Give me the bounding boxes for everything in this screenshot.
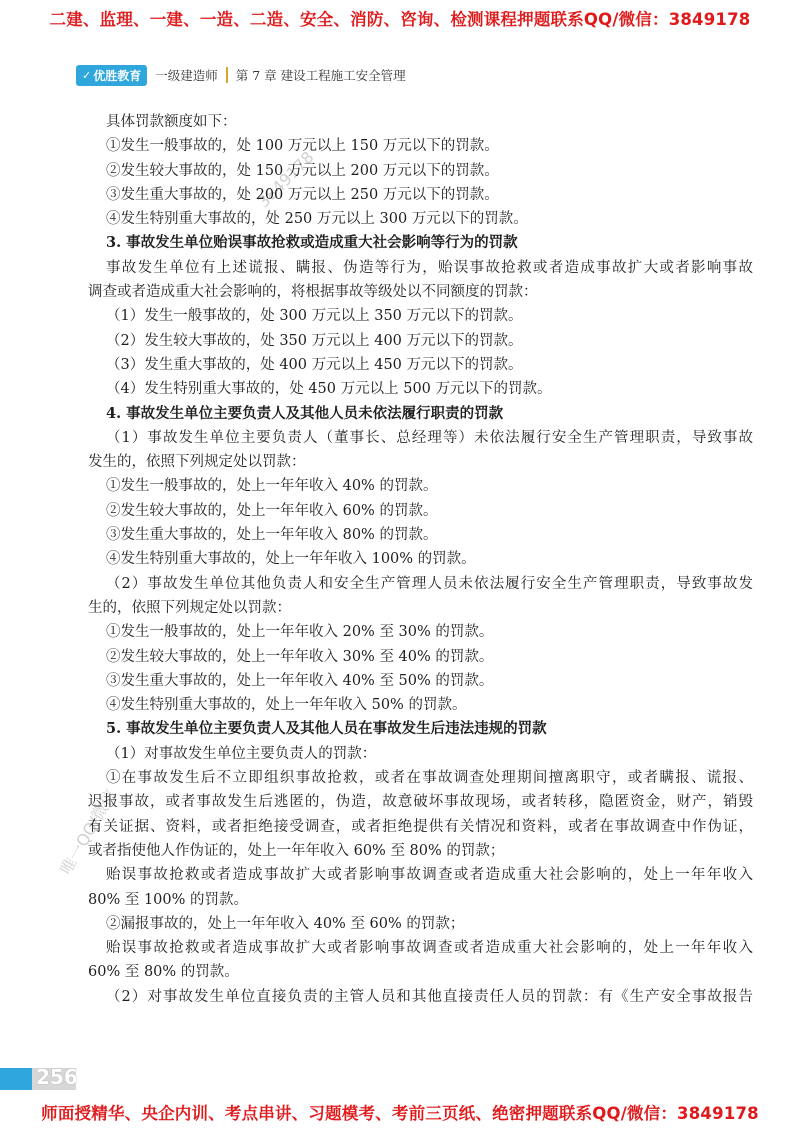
text-line: ③发生重大事故的，处上一年年收入 80% 的罚款。 — [106, 527, 438, 544]
promo-banner-bottom: 师面授精华、央企内训、考点串讲、习题模考、考前三页纸、绝密押题联系QQ/微信：3849178 — [41, 1104, 759, 1123]
text-line: 有关证据、资料，或者拒绝接受调查，或者拒绝提供有关情况和资料，或者在事故调查中作伪证， — [88, 818, 753, 835]
text-line: ③发生重大事故的，处 200 万元以上 250 万元以下的罚款。 — [106, 186, 499, 203]
section-heading: 5. 事故发生单位主要负责人及其他人员在事故发生后违法违规的罚款 — [106, 720, 547, 738]
text-line: 具体罚款额度如下： — [106, 114, 237, 130]
text-line: （4）发生特别重大事故的，处 450 万元以上 500 万元以下的罚款。 — [106, 381, 552, 398]
text-line: 发生的，依照下列规定处以罚款： — [88, 454, 306, 471]
text-line: ①在事故发生后不立即组织事故抢救，或者在事故调查处理期间擅离职守，或者瞒报、谎报、 — [106, 770, 753, 787]
text-line: （2）对事故发生单位直接负责的主管人员和其他直接责任人员的罚款：有《生产安全事故报告 — [106, 988, 753, 1005]
chapter-title: 第 7 章 建设工程施工安全管理 — [235, 68, 406, 83]
body-text — [88, 110, 753, 1009]
text-line: ②发生较大事故的，处上一年年收入 60% 的罚款。 — [106, 502, 438, 519]
text-line: （2）发生较大事故的，处 350 万元以上 400 万元以下的罚款。 — [106, 332, 523, 349]
section-heading: 3. 事故发生单位贻误事故抢救或造成重大社会影响等行为的罚款 — [106, 234, 518, 252]
text-line: （3）发生重大事故的，处 400 万元以上 450 万元以下的罚款。 — [106, 356, 523, 373]
text-line: ④发生特别重大事故的，处 250 万元以上 300 万元以下的罚款。 — [106, 211, 528, 228]
logo-text: 优胜教育 — [93, 68, 142, 83]
text-line: ①发生一般事故的，处上一年年收入 40% 的罚款。 — [106, 478, 438, 495]
text-line: 贻误事故抢救或者造成事故扩大或者影响事故调查或者造成重大社会影响的，处上一年年收入 — [106, 940, 753, 957]
text-line: ②发生较大事故的，处上一年年收入 30% 至 40% 的罚款。 — [106, 648, 494, 665]
text-line: ③发生重大事故的，处上一年年收入 40% 至 50% 的罚款。 — [106, 672, 494, 689]
watermark-left: 唯一QQ/微信 — [56, 786, 121, 878]
text-line: 调查或者造成重大社会影响的，将根据事故等级处以不同额度的罚款： — [88, 284, 538, 301]
logo-mark-icon: ✓ — [82, 68, 92, 82]
text-line: 事故发生单位有上述谎报、瞒报、伪造等行为，贻误事故抢救或者造成事故扩大或者影响事故 — [106, 259, 753, 276]
header-divider — [226, 67, 228, 83]
text-line: 生的，依照下列规定处以罚款： — [88, 599, 291, 616]
text-line: ①发生一般事故的，处上一年年收入 20% 至 30% 的罚款。 — [106, 624, 494, 641]
promo-banner-top: 二建、监理、一建、一造、二造、安全、消防、咨询、检测课程押题联系QQ/微信：3849178 — [49, 10, 751, 29]
text-line: 80% 至 100% 的罚款。 — [88, 891, 249, 908]
text-line: ①发生一般事故的，处 100 万元以上 150 万元以下的罚款。 — [106, 138, 499, 155]
text-line: 或者指使他人作伪证的，处上一年年收入 60% 至 80% 的罚款； — [88, 842, 505, 859]
text-line: 贻误事故抢救或者造成事故扩大或者影响事故调查或者造成重大社会影响的，处上一年年收入 — [106, 867, 753, 884]
book-series: 一级建造师 — [155, 68, 218, 83]
page-header — [76, 64, 406, 86]
text-line: （1）事故发生单位主要负责人（董事长、总经理等）未依法履行安全生产管理职责，导致事故 — [106, 429, 753, 446]
publisher-logo — [76, 65, 147, 86]
text-line: （1）发生一般事故的，处 300 万元以上 350 万元以下的罚款。 — [106, 308, 523, 325]
watermark-upper: 3849178 — [253, 147, 318, 212]
section-heading: 4. 事故发生单位主要负责人及其他人员未依法履行职责的罚款 — [106, 404, 504, 422]
text-line: ④发生特别重大事故的，处上一年年收入 50% 的罚款。 — [106, 697, 467, 714]
text-line: （2）事故发生单位其他负责人和安全生产管理人员未依法履行安全生产管理职责，导致事故发 — [106, 575, 753, 592]
page-number: 256 — [36, 1065, 78, 1089]
text-line: （1）对事故发生单位主要负责人的罚款： — [106, 745, 377, 762]
text-line: ④发生特别重大事故的，处上一年年收入 100% 的罚款。 — [106, 551, 476, 568]
text-line: 迟报事故，或者事故发生后逃匿的，伪造，故意破坏事故现场，或者转移，隐匿资金，财产，销毁 — [88, 794, 753, 811]
text-line: ②漏报事故的，处上一年年收入 40% 至 60% 的罚款； — [106, 915, 465, 932]
text-line: 60% 至 80% 的罚款。 — [88, 964, 239, 981]
text-line: ②发生较大事故的，处 150 万元以上 200 万元以下的罚款。 — [106, 162, 499, 179]
